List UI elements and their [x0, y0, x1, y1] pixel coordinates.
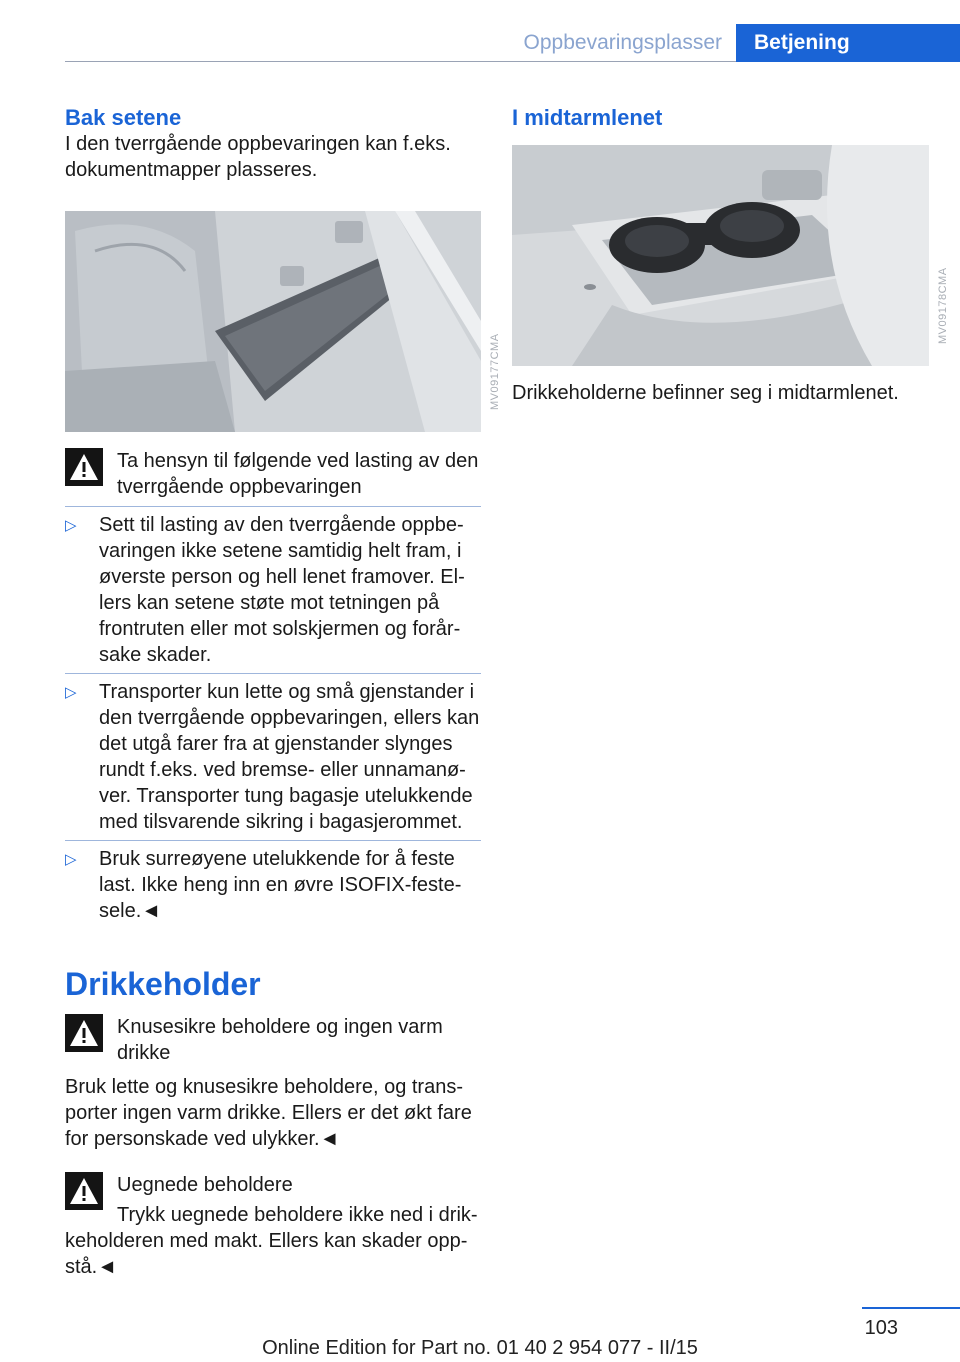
page-number: 103 — [864, 1317, 898, 1339]
cupholder-heading: Drikkeholder — [65, 966, 261, 1002]
rear-storage-illustration — [65, 211, 481, 432]
triangle-bullet-icon: ▷ — [65, 517, 77, 534]
cupholder-warning-2 — [65, 1172, 481, 1198]
cupholder-warning-2-text: Trykk uegnede beholdere ikke ned i drik-keholderen med makt. Ellers kan skader opp-stå.◄ — [65, 1204, 478, 1278]
rear-storage-warning-list — [65, 512, 481, 924]
header-chapter-tab: Betjening — [736, 24, 960, 62]
rear-seats-heading: Bak setene — [65, 105, 182, 130]
armrest-cupholder-illustration — [512, 145, 929, 366]
cupholder-warning-2-title: Uegnede beholdere — [117, 1174, 293, 1196]
triangle-bullet-icon: ▷ — [65, 851, 77, 868]
image-code: MV09178CMA — [937, 267, 949, 344]
divider — [65, 506, 481, 507]
cupholder-warning-1-text: Bruk lette og knusesikre beholdere, og trans-porter ingen varm drikke. Ellers er det økt fare for personskade ved ulykker.◄ — [65, 1076, 472, 1150]
footer-rule — [862, 1307, 960, 1309]
left-column — [65, 105, 501, 1280]
divider — [65, 673, 481, 674]
cupholder-warning-1 — [65, 1014, 481, 1066]
armrest-heading: I midtarmlenet — [512, 105, 663, 130]
rear-storage-warning — [65, 448, 481, 500]
triangle-bullet-icon: ▷ — [65, 684, 77, 701]
warning-triangle-icon — [65, 1172, 103, 1210]
rear-seats-intro: I den tverrgående oppbevaringen kan f.eks. dokumentmapper plasseres. — [65, 133, 451, 181]
warning-triangle-icon — [65, 448, 103, 486]
cupholder-warning-1-title: Knusesikre beholdere og ingen varm drikke — [117, 1016, 443, 1064]
armrest-cupholder-photo — [512, 145, 949, 366]
list-item: ▷ Sett til lasting av den tverrgående oppbe-varingen ikke setene samtidig helt fram, i øverste person og hell lenet framover. El-lers kan setene støte mot tetningen på frontruten eller mot solskjermen og forår-sake skader. — [65, 514, 465, 666]
list-item: ▷ Transporter kun lette og små gjenstander i den tverrgående oppbevaringen, ellers kan det utgå farer fra at gjenstander slynges rundt f.eks. ved bremse- eller unnamanø-ver. Transporter tung bagasje utelukkende med tilsvarende sikring i bagasjerommet. — [65, 681, 480, 833]
rear-storage-photo — [65, 211, 501, 432]
divider — [65, 840, 481, 841]
list-item: ▷ Bruk surreøyene utelukkende for å feste last. Ikke heng inn en øvre ISOFIX-feste-sele.◄ — [65, 848, 462, 922]
image-code: MV09177CMA — [489, 333, 501, 410]
rear-storage-warning-title: Ta hensyn til følgende ved lasting av den tverrgående oppbevaringen — [117, 450, 479, 498]
warning-triangle-icon — [65, 1014, 103, 1052]
armrest-caption: Drikkeholderne befinner seg i midtarmlenet. — [512, 382, 899, 404]
header-section-title: Oppbevaringsplasser — [523, 31, 722, 54]
right-column — [512, 105, 949, 406]
edition-note: Online Edition for Part no. 01 40 2 954 077 - II/15 — [262, 1337, 698, 1359]
